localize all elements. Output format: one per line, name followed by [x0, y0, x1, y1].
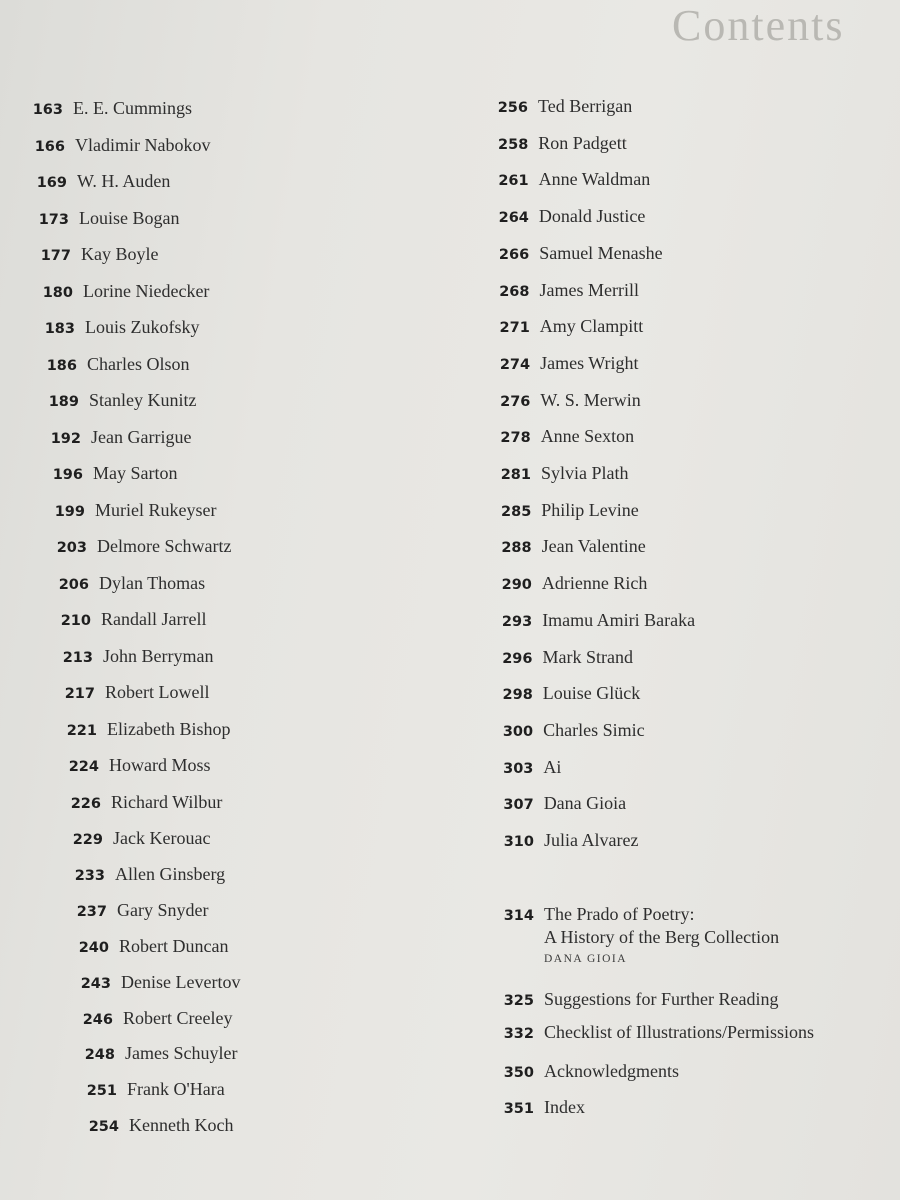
page-number: 163	[32, 102, 63, 118]
entry-title: Randall Jarrell	[101, 609, 207, 629]
entry-title: Robert Creeley	[123, 1007, 233, 1028]
toc-entry[interactable]	[45, 500, 216, 521]
toc-entry[interactable]	[49, 573, 205, 594]
toc-entry[interactable]	[489, 206, 645, 227]
page-number: 243	[80, 975, 111, 992]
toc-entry[interactable]	[43, 463, 178, 484]
entry-title: Index	[544, 1097, 585, 1117]
entry-title: Imamu Amiri Baraka	[542, 609, 696, 630]
entry-title: Suggestions for Further Reading	[544, 989, 779, 1009]
page-number: 256	[497, 100, 528, 116]
toc-entry[interactable]	[493, 720, 645, 741]
toc-entry[interactable]	[488, 133, 627, 154]
entry-title: W. S. Merwin	[540, 389, 641, 410]
entry-title: Ron Padgett	[538, 132, 627, 153]
page-number: 237	[76, 903, 107, 920]
toc-entry[interactable]	[27, 171, 170, 192]
toc-entry[interactable]	[489, 169, 651, 190]
page-number: 290	[501, 577, 532, 594]
entry-title: Robert Lowell	[105, 682, 210, 702]
toc-entry[interactable]	[79, 1115, 233, 1136]
page-number: 278	[500, 430, 531, 447]
toc-entry[interactable]	[37, 354, 190, 375]
essay-author: DANA GIOIA	[544, 953, 628, 965]
page-number: 261	[498, 173, 529, 190]
entry-title: Kenneth Koch	[129, 1115, 234, 1136]
entry-title: John Berryman	[103, 645, 214, 666]
page-number: 206	[58, 576, 89, 593]
page-number: 180	[42, 284, 73, 301]
entry-title: Amy Clampitt	[539, 316, 644, 337]
page-number: 192	[50, 430, 81, 447]
page-number: 266	[498, 246, 530, 263]
entry-title: Charles Olson	[87, 353, 190, 374]
entry-title: Mark Strand	[542, 646, 633, 667]
entry-title: Acknowledgments	[544, 1061, 679, 1081]
page-number: 271	[499, 320, 530, 337]
entry-title: Muriel Rukeyser	[95, 499, 217, 520]
toc-entry[interactable]	[31, 244, 158, 265]
toc-entry[interactable]	[492, 610, 695, 631]
entry-title: Jean Valentine	[541, 536, 646, 557]
page-number: 281	[500, 467, 531, 483]
page-number: 226	[70, 795, 101, 812]
essay-entry[interactable]	[494, 903, 779, 965]
toc-entry[interactable]	[75, 1043, 237, 1064]
page-number: 285	[501, 503, 532, 520]
page-number: 240	[78, 939, 109, 956]
toc-entry[interactable]	[65, 864, 225, 885]
toc-entry[interactable]	[55, 682, 209, 703]
entry-title: Denise Levertov	[121, 971, 241, 992]
page-number: 166	[34, 138, 65, 155]
toc-entry[interactable]	[490, 280, 639, 301]
page-number: 310	[503, 834, 534, 850]
toc-entry[interactable]	[494, 1097, 585, 1118]
toc-entry[interactable]	[494, 1022, 814, 1043]
page-number: 173	[38, 211, 69, 228]
toc-entry[interactable]	[77, 1079, 225, 1100]
entry-title: Philip Levine	[541, 499, 639, 520]
toc-entry[interactable]	[71, 972, 240, 993]
page-number: 314	[503, 908, 534, 924]
page-number: 189	[48, 394, 79, 410]
page-number: 213	[62, 649, 93, 666]
page-number: 351	[503, 1101, 534, 1117]
page-header-fragment: Contents	[672, 1, 845, 50]
page-number: 325	[503, 993, 534, 1009]
page-number: 233	[74, 867, 105, 884]
page-number: 221	[66, 722, 97, 739]
toc-entry[interactable]	[67, 900, 208, 921]
entry-title: Frank O'Hara	[127, 1079, 225, 1100]
page-number: 268	[499, 283, 530, 300]
toc-entry[interactable]	[491, 463, 629, 484]
page-number: 254	[88, 1119, 119, 1136]
toc-entry[interactable]	[493, 683, 640, 704]
toc-entry[interactable]	[494, 1061, 679, 1082]
page-number: 229	[72, 832, 103, 848]
entry-title: Delmore Schwartz	[97, 536, 232, 556]
page-number: 307	[503, 797, 534, 814]
page-number: 199	[54, 503, 85, 520]
entry-title: E. E. Cummings	[73, 98, 193, 118]
entry-title: James Schuyler	[125, 1043, 238, 1064]
entry-title: Samuel Menashe	[539, 242, 663, 263]
toc-entry[interactable]	[494, 989, 778, 1010]
toc-entry[interactable]	[494, 793, 626, 814]
entry-title: Ai	[543, 756, 562, 777]
page-number: 177	[40, 248, 71, 264]
toc-entry[interactable]	[53, 646, 213, 667]
entry-title: Louise Glück	[542, 683, 641, 704]
toc-entry[interactable]	[490, 390, 640, 411]
essay-title-line1: The Prado of Poetry:	[544, 904, 695, 924]
toc-entry[interactable]	[33, 281, 209, 302]
entry-title: Stanley Kunitz	[89, 390, 197, 410]
page-number: 258	[498, 136, 529, 153]
toc-entry[interactable]	[61, 792, 222, 813]
toc-entry[interactable]	[491, 426, 635, 447]
entry-title: Anne Sexton	[540, 426, 635, 447]
entry-title: Julia Alvarez	[544, 830, 639, 850]
toc-entry[interactable]	[492, 536, 646, 557]
page-number: 274	[499, 356, 531, 373]
entry-title: Kay Boyle	[81, 244, 159, 264]
page-number: 196	[52, 467, 83, 483]
entry-title: James Merrill	[539, 279, 639, 300]
entry-title: Lorine Niedecker	[83, 280, 210, 301]
toc-entry[interactable]	[23, 98, 192, 119]
toc-entry[interactable]	[491, 500, 639, 521]
entry-title: Robert Duncan	[119, 935, 229, 956]
toc-entry[interactable]	[492, 573, 647, 594]
toc-entry[interactable]	[493, 647, 633, 668]
toc-entry[interactable]	[488, 96, 632, 117]
page-number: 300	[502, 723, 534, 740]
toc-entry[interactable]	[47, 536, 231, 557]
toc-entry[interactable]	[39, 390, 196, 411]
page-number: 210	[60, 613, 91, 629]
toc-entry[interactable]	[35, 317, 200, 338]
toc-entry[interactable]	[490, 353, 638, 374]
page-number: 224	[68, 759, 99, 775]
entry-title: Anne Waldman	[538, 169, 651, 190]
entry-title: W. H. Auden	[77, 171, 171, 191]
entry-title: Louise Bogan	[79, 207, 180, 228]
page-number: 293	[501, 613, 533, 630]
page-number: 186	[46, 357, 77, 374]
page-number: 350	[503, 1065, 534, 1081]
entry-title: Dylan Thomas	[99, 572, 206, 593]
page-number: 248	[84, 1047, 115, 1064]
toc-entry[interactable]	[57, 719, 230, 740]
entry-title: Dana Gioia	[543, 793, 627, 814]
entry-title: Ted Berrigan	[538, 96, 633, 116]
entry-title: Adrienne Rich	[541, 573, 648, 594]
page-number: 169	[36, 175, 67, 191]
toc-entry[interactable]	[63, 828, 210, 849]
page-number: 296	[502, 650, 533, 667]
toc-entry[interactable]	[493, 757, 561, 778]
entry-title: Howard Moss	[109, 755, 211, 775]
entry-title: Jack Kerouac	[113, 828, 211, 848]
toc-entry[interactable]	[29, 208, 180, 229]
page-number: 203	[56, 540, 87, 556]
entry-title: Jean Garrigue	[91, 426, 192, 447]
entry-title: Louis Zukofsky	[85, 317, 200, 337]
toc-entry[interactable]	[489, 243, 662, 264]
page-number: 298	[502, 687, 533, 704]
entry-title: Vladimir Nabokov	[75, 134, 211, 155]
entry-title: Allen Ginsberg	[115, 863, 226, 884]
toc-entry[interactable]	[494, 830, 638, 851]
page-number: 332	[503, 1026, 534, 1042]
entry-title: Richard Wilbur	[111, 791, 223, 812]
essay-title-line2: A History of the Berg Collection	[544, 927, 780, 947]
page-number: 251	[86, 1083, 117, 1100]
page-number: 183	[44, 321, 75, 337]
entry-title: Charles Simic	[543, 719, 645, 740]
entry-title: Checklist of Illustrations/Permissions	[544, 1022, 814, 1042]
page-number: 264	[498, 210, 529, 227]
toc-entry[interactable]	[51, 609, 206, 630]
toc-entry[interactable]	[69, 936, 228, 957]
entry-title: Sylvia Plath	[541, 463, 629, 483]
toc-entry[interactable]	[59, 755, 211, 776]
toc-entry[interactable]	[25, 135, 210, 156]
entry-title: May Sarton	[93, 463, 178, 483]
page-number: 217	[64, 686, 95, 702]
entry-title: James Wright	[540, 352, 639, 373]
entry-title: Elizabeth Bishop	[107, 718, 231, 739]
entry-title: Donald Justice	[538, 206, 646, 227]
page-number: 303	[503, 760, 534, 777]
toc-entry[interactable]	[41, 427, 191, 448]
page-number: 246	[82, 1011, 113, 1028]
entry-title: Gary Snyder	[117, 899, 209, 920]
page-number: 276	[500, 393, 531, 410]
toc-entry[interactable]	[73, 1008, 232, 1029]
page-number: 288	[501, 540, 532, 557]
toc-entry[interactable]	[490, 316, 644, 337]
